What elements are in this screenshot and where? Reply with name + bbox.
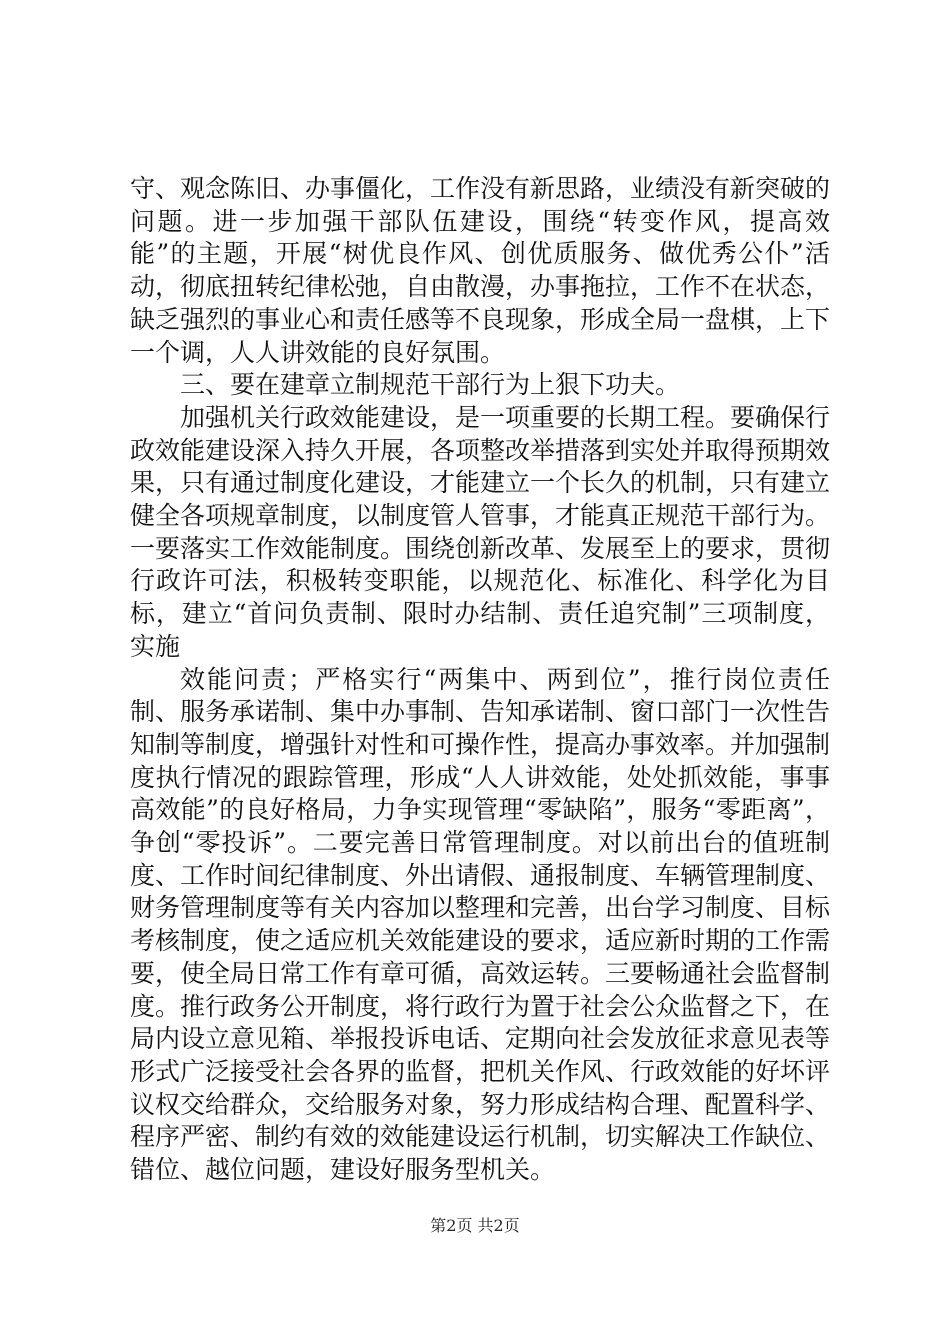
paragraph-4: 效能问责；严格实行“两集中、两到位”，推行岗位责任制、服务承诺制、集中办事制、告知承诺制、窗口部门一次性告知制等制度，增强针对性和可操作性，提高办事效率。并加强制度执行情况的跟踪管理，形成“人人讲效能，处处抓效能，事事高效能”的良好格局，力争实现管理“零缺陷”，服务“零距离”，争创“零投诉”。二要完善日常管理制度。对以前出台的值班制度、工作时间纪律制度、外出请假、通报制度、车辆管理制度、财务管理制度等有关内容加以整理和完善，出台学习制度、目标考核制度，使之适应机关效能建设的要求，适应新时期的工作需要，使全局日常工作有章可循，高效运转。三要畅通社会监督制度。推行政务公开制度，将行政行为置于社会公众监督之下，在局内设立意见箱、举报投诉电话、定期向社会发放征求意见表等形式广泛接受社会各界的监督，把机关作风、行政效能的好坏评议权交给群众，交给服务对象，努力形成结构合理、配置科学、程序严密、制约有效的效能建设运行机制，切实解决工作缺位、错位、越位问题，建设好服务型机关。 [130,664,831,1185]
paragraph-1: 守、观念陈旧、办事僵化，工作没有新思路，业绩没有新突破的问题。进一步加强干部队伍建设，围绕“转变作风，提高效能”的主题，开展“树优良作风、创优质服务、做优秀公仆”活动，彻底扭转纪律松弛，自由散漫，办事拖拉，工作不在状态，缺乏强烈的事业心和责任感等不良现象，形成全局一盘棋，上下一个调，人人讲效能的良好氛围。 [130,174,831,367]
section-heading: 三、要在建章立制规范干部行为上狠下功夫。 [180,370,681,400]
page-footer: 第2页 共2页 [430,1216,520,1235]
document-body [130,173,830,1187]
paragraph-3: 加强机关行政效能建设，是一项重要的长期工程。要确保行政效能建设深入持久开展，各项整改举措落到实处并取得预期效果，只有通过制度化建设，才能建立一个长久的机制，只有建立健全各项规章制度，以制度管人管事，才能真正规范干部行为。一要落实工作效能制度。围绕创新改革、发展至上的要求，贯彻行政许可法，积极转变职能，以规范化、标准化、科学化为目标，建立“首问负责制、限时办结制、责任追究制”三项制度，实施 [130,402,831,661]
